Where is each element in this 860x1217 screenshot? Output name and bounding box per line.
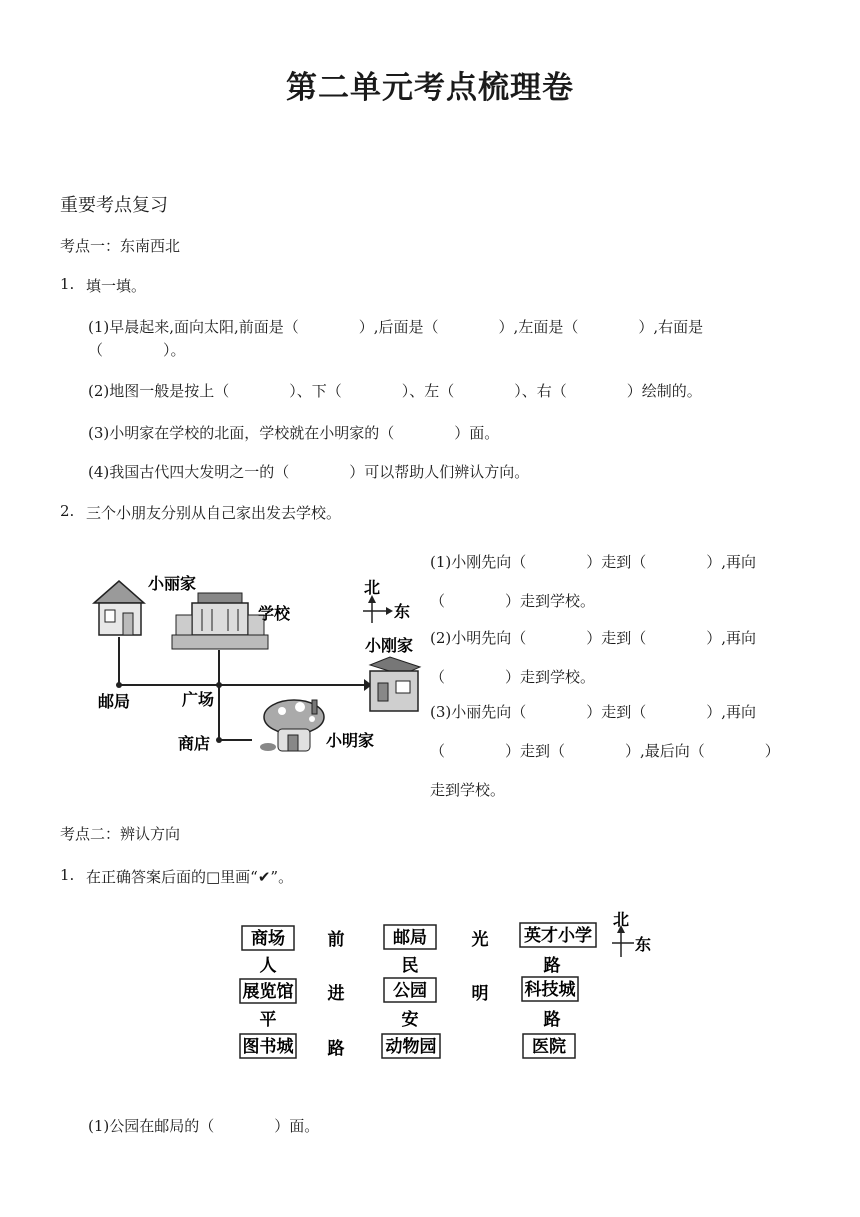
label-square: 广场 — [182, 690, 215, 709]
k2-q1-text: 在正确答案后面的□里画“✔”。 — [86, 868, 294, 886]
label-east: 东 — [394, 602, 411, 621]
q2-line-3: (2)小明先向（ ）走到（ ）,再向 — [430, 629, 757, 647]
label-shop: 商店 — [178, 734, 211, 753]
q1-item-1: (1)早晨起来,面向太阳,前面是（ ）,后面是（ ）,左面是（ ）,右面是 — [88, 318, 704, 336]
label-post: 邮局 — [98, 692, 131, 711]
place-gongyuan: 公园 — [393, 981, 427, 1001]
street-grid-map — [230, 905, 660, 1070]
q1-item-1-cont: （ ）。 — [88, 341, 186, 359]
street-qian: 前 — [327, 930, 345, 950]
k2-q1-sub1: (1)公园在邮局的（ ）面。 — [88, 1117, 320, 1135]
street-ming: 明 — [471, 984, 489, 1004]
k2-q1-number: 1. — [60, 866, 75, 884]
street-lu-1: 路 — [543, 956, 561, 976]
q2-line-6: （ ）走到（ ）,最后向（ ） — [430, 742, 780, 760]
section-heading: 重要考点复习 — [60, 195, 168, 216]
street-jin: 进 — [327, 984, 345, 1004]
place-zhanlanguan: 展览馆 — [242, 982, 294, 1002]
street-an: 安 — [401, 1010, 419, 1030]
label-xiaoli: 小丽家 — [148, 574, 197, 593]
label-north: 北 — [364, 578, 381, 597]
q1-text: 填一填。 — [86, 277, 147, 295]
place-tushucheng: 图书城 — [242, 1037, 294, 1057]
grid-compass-icon — [612, 925, 634, 957]
xiaoli-house-icon — [94, 581, 144, 635]
place-youju: 邮局 — [393, 928, 427, 948]
label-xiaoming: 小明家 — [326, 731, 375, 750]
q2-line-7: 走到学校。 — [430, 781, 506, 799]
page-title: 第二单元考点梳理卷 — [286, 70, 574, 106]
street-ping: 平 — [259, 1010, 277, 1030]
q2-text: 三个小朋友分别从自己家出发去学校。 — [86, 504, 342, 522]
route-map — [80, 565, 425, 765]
xiaogang-house-icon — [370, 657, 420, 711]
xiaoming-house-icon — [260, 700, 324, 751]
shop-dot — [216, 737, 222, 743]
q1-number: 1. — [60, 275, 75, 293]
street-min: 民 — [401, 956, 419, 976]
place-yiyuan: 医院 — [532, 1037, 566, 1057]
place-shangchang: 商场 — [251, 929, 285, 949]
q2-line-2: （ ）走到学校。 — [430, 592, 596, 610]
street-lu-3: 路 — [327, 1039, 345, 1059]
grid-label-north: 北 — [613, 910, 630, 929]
street-ren: 人 — [259, 956, 277, 976]
q1-item-4: (4)我国古代四大发明之一的（ ）可以帮助人们辨认方向。 — [88, 463, 530, 481]
q1-item-2: (2)地图一般是按上（ ）、下（ ）、左（ ）、右（ ）绘制的。 — [88, 382, 702, 400]
label-xiaogang: 小刚家 — [365, 636, 414, 655]
q2-line-1: (1)小刚先向（ ）走到（ ）,再向 — [430, 553, 757, 571]
school-icon — [172, 593, 268, 649]
grid-label-east: 东 — [635, 935, 652, 954]
place-dongwuyuan: 动物园 — [385, 1037, 437, 1057]
q2-line-5: (3)小丽先向（ ）走到（ ）,再向 — [430, 703, 757, 721]
place-yingcai: 英才小学 — [524, 926, 592, 946]
kaodian1-heading: 考点一：东南西北 — [60, 237, 181, 255]
place-kejicheng: 科技城 — [524, 980, 576, 1000]
compass-icon — [363, 595, 393, 623]
label-school: 学校 — [258, 604, 291, 623]
q2-number: 2. — [60, 502, 75, 520]
q2-line-4: （ ）走到学校。 — [430, 668, 596, 686]
post-dot — [116, 682, 122, 688]
q1-item-3: (3)小明家在学校的北面，学校就在小明家的（ ）面。 — [88, 424, 500, 442]
square-dot — [216, 682, 222, 688]
street-guang: 光 — [471, 930, 489, 950]
street-lu-2: 路 — [543, 1010, 561, 1030]
kaodian2-heading: 考点二：辨认方向 — [60, 825, 181, 843]
